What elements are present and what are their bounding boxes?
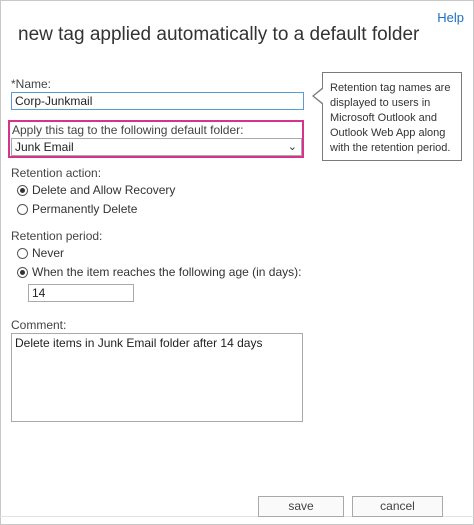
- comment-textarea[interactable]: [11, 333, 303, 422]
- retention-tooltip: [322, 72, 462, 161]
- radio-delete-allow-recovery[interactable]: [17, 183, 175, 197]
- radio-item-age[interactable]: [17, 265, 301, 279]
- radio-button[interactable]: [17, 204, 28, 215]
- folder-select-value: Junk Email: [15, 140, 74, 154]
- page-title: new tag applied automatically to a default folder: [18, 24, 420, 45]
- days-input[interactable]: [28, 284, 134, 302]
- name-label: *Name:: [11, 77, 52, 91]
- cancel-button[interactable]: cancel: [352, 496, 443, 517]
- radio-button[interactable]: [17, 267, 28, 278]
- radio-label: Delete and Allow Recovery: [32, 183, 176, 197]
- radio-label: Permanently Delete: [32, 202, 138, 216]
- radio-label: Never: [32, 246, 65, 260]
- radio-label: When the item reaches the following age (in days):: [32, 265, 302, 279]
- retention-period-label: Retention period:: [11, 229, 103, 243]
- radio-permanently-delete[interactable]: [17, 202, 137, 216]
- folder-label: Apply this tag to the following default folder:: [12, 123, 244, 137]
- folder-select[interactable]: [11, 138, 302, 156]
- tooltip-text: Retention tag names are displayed to users in Microsoft Outlook and Outlook Web App along with the retention period.: [330, 82, 451, 154]
- radio-button[interactable]: [17, 185, 28, 196]
- radio-button[interactable]: [17, 248, 28, 259]
- name-input[interactable]: [11, 92, 304, 110]
- chevron-down-icon: ⌄: [287, 141, 297, 153]
- help-link[interactable]: Help: [437, 10, 464, 25]
- save-button[interactable]: save: [258, 496, 344, 517]
- radio-never[interactable]: [17, 246, 64, 260]
- retention-action-label: Retention action:: [11, 166, 102, 180]
- comment-label: Comment:: [11, 318, 67, 332]
